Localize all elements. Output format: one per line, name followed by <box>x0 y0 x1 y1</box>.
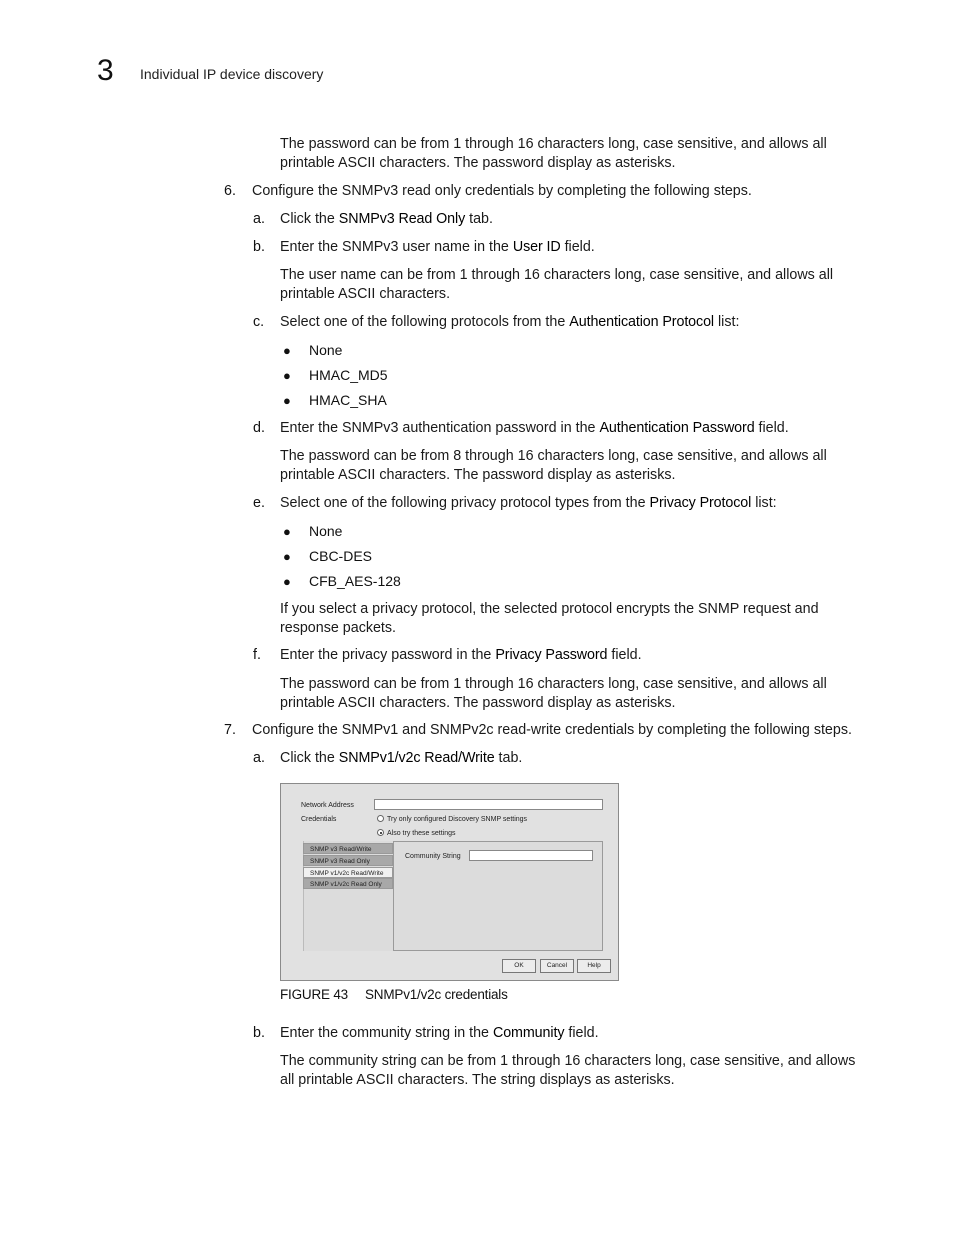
network-address-input[interactable] <box>374 799 603 810</box>
radio-also-try-settings-label: Also try these settings <box>387 830 456 837</box>
step-6d-letter: d. <box>253 420 265 436</box>
radio-try-only-configured[interactable] <box>377 815 384 822</box>
step-6f-text: Enter the privacy password in the Privacy Password field. <box>280 647 642 663</box>
step-6-number: 6. <box>224 183 236 199</box>
step-6-text: Configure the SNMPv3 read only credentials by completing the following steps. <box>252 183 752 199</box>
chapter-number: 3 <box>97 54 114 87</box>
radio-try-only-configured-label: Try only configured Discovery SNMP settings <box>387 816 528 823</box>
step-6b-note: The user name can be from 1 through 16 characters long, case sensitive, and allows all printable ASCII characters. <box>280 267 834 302</box>
snmpv1-v2c-read-write-term: SNMPv1/v2c Read/Write <box>338 750 495 766</box>
step-7-text: Configure the SNMPv1 and SNMPv2c read-write credentials by completing the following steps. <box>252 722 852 738</box>
authentication-password-term: Authentication Password <box>599 420 755 436</box>
snmp-credentials-dialog <box>280 783 619 981</box>
tab-snmpv3-read-only[interactable]: SNMP v3 Read Only <box>303 855 393 866</box>
step-6d-note: The password can be from 8 through 16 characters long, case sensitive, and allows all printable ASCII characters. The password display as asterisks. <box>280 448 827 483</box>
help-button[interactable]: Help <box>577 959 611 973</box>
figure-label: FIGURE 43 <box>280 987 348 1002</box>
snmpv3-read-only-term: SNMPv3 Read Only <box>338 211 466 227</box>
chapter-title: Individual IP device discovery <box>140 66 324 82</box>
tab-snmpv1-v2c-read-only[interactable]: SNMP v1/v2c Read Only <box>303 878 393 889</box>
authentication-protocol-term: Authentication Protocol <box>569 314 715 330</box>
step-6d-text: Enter the SNMPv3 authentication password in the Authentication Password field. <box>280 420 789 436</box>
step-6e-text: Select one of the following privacy protocol types from the Privacy Protocol list: <box>280 495 777 511</box>
step-6b-letter: b. <box>253 239 265 255</box>
step-6e-note: If you select a privacy protocol, the selected protocol encrypts the SNMP request and response packets. <box>280 601 819 636</box>
community-string-label: Community String <box>405 853 461 860</box>
step-7b-letter: b. <box>253 1025 265 1041</box>
step-7a-letter: a. <box>253 750 265 766</box>
step-6c-letter: c. <box>253 314 265 330</box>
step-6c-text: Select one of the following protocols from the Authentication Protocol list: <box>280 314 740 330</box>
step-6b-text: Enter the SNMPv3 user name in the User ID field. <box>280 239 595 255</box>
tab-content-panel <box>393 841 603 951</box>
step-6e-letter: e. <box>253 495 265 511</box>
figure-title: SNMPv1/v2c credentials <box>365 987 508 1002</box>
privacy-protocol-term: Privacy Protocol <box>649 495 752 511</box>
radio-also-try-settings[interactable] <box>377 829 384 836</box>
tab-snmpv3-read-write[interactable]: SNMP v3 Read/Write <box>303 843 393 854</box>
cancel-button[interactable]: Cancel <box>540 959 574 973</box>
step-6a-text: Click the SNMPv3 Read Only tab. <box>280 211 493 227</box>
step-6f-letter: f. <box>253 647 261 663</box>
step-7b-text: Enter the community string in the Community field. <box>280 1025 599 1041</box>
step-7b-note: The community string can be from 1 through 16 characters long, case sensitive, and allows all printable ASCII characters. The string displays as asterisks. <box>280 1053 856 1088</box>
credentials-label: Credentials <box>301 816 337 823</box>
step-7-number: 7. <box>224 722 236 738</box>
network-address-label: Network Address <box>301 802 354 809</box>
step-6f-note: The password can be from 1 through 16 characters long, case sensitive, and allows all printable ASCII characters. The password display as asterisks. <box>280 676 827 711</box>
user-id-term: User ID <box>512 239 561 255</box>
ok-button[interactable]: OK <box>502 959 536 973</box>
step-7a-text: Click the SNMPv1/v2c Read/Write tab. <box>280 750 523 766</box>
community-string-input[interactable] <box>469 850 593 861</box>
intro-paragraph: The password can be from 1 through 16 characters long, case sensitive, and allows all printable ASCII characters. The password display as asterisks. <box>280 136 827 171</box>
step-6a-letter: a. <box>253 211 265 227</box>
community-term: Community <box>492 1025 565 1041</box>
privacy-password-term: Privacy Password <box>495 647 608 663</box>
tab-snmpv1-v2c-read-write[interactable]: SNMP v1/v2c Read/Write <box>303 867 393 878</box>
